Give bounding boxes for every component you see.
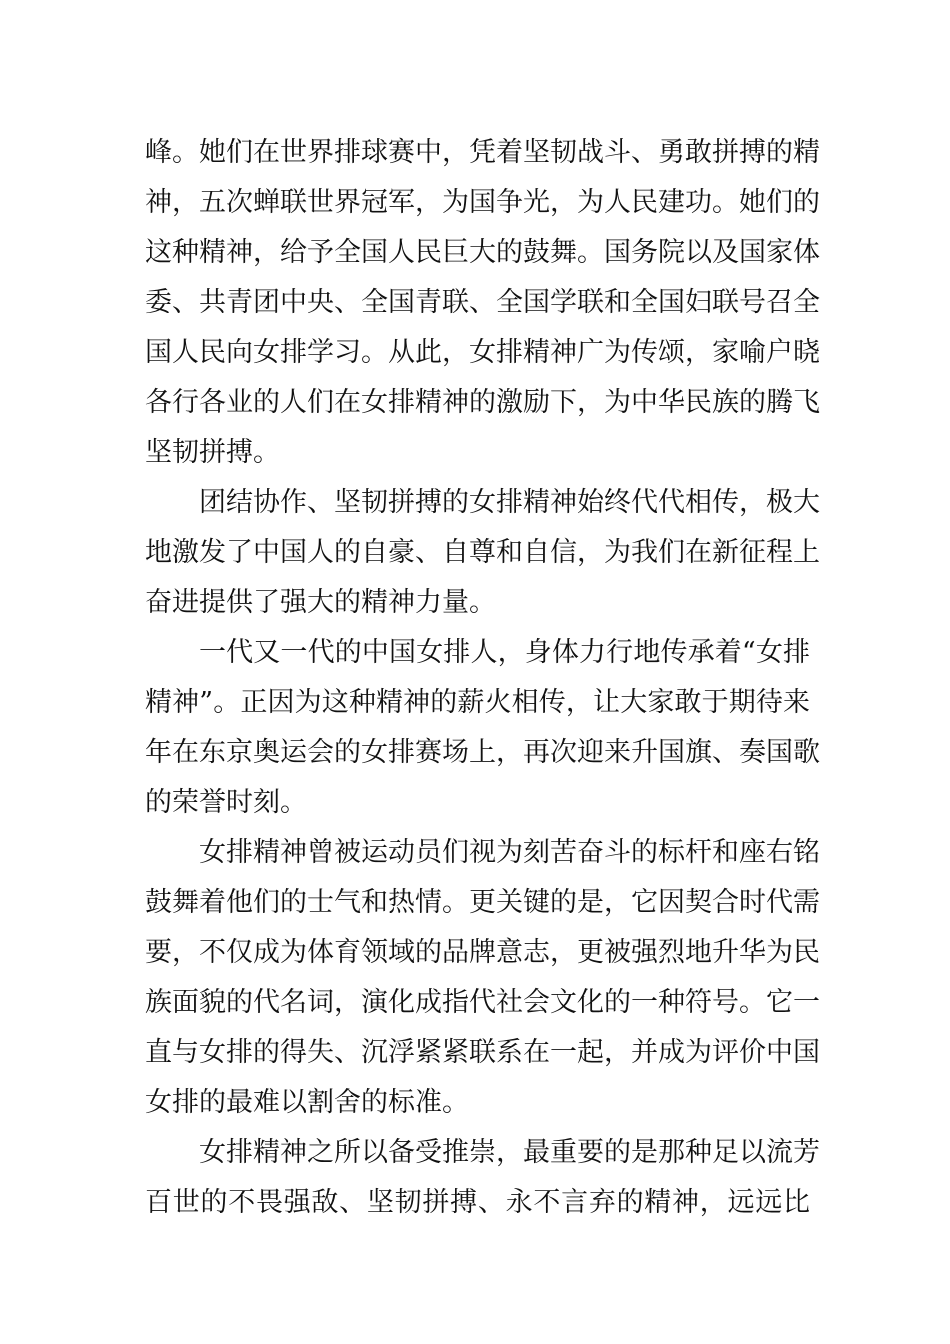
paragraph-1 [145, 128, 820, 478]
text-line: 峰。她们在世界排球赛中，凭着坚韧战斗、勇敢拼搏的精 [145, 137, 820, 168]
text-line: 坚韧拼搏。 [145, 437, 280, 468]
text-line: 女排的最难以割舍的标准。 [145, 1087, 469, 1118]
text-line: 的荣誉时刻。 [145, 787, 307, 818]
text-line: 地激发了中国人的自豪、自尊和自信，为我们在新征程上 [145, 537, 820, 568]
text-line: 女排精神曾被运动员们视为刻苦奋斗的标杆和座右铭 [199, 837, 820, 868]
text-line: 各行各业的人们在女排精神的激励下，为中华民族的腾飞 [145, 387, 820, 418]
text-line: 女排精神之所以备受推崇，最重要的是那种足以流芳 [199, 1137, 820, 1168]
text-line: 奋进提供了强大的精神力量。 [145, 587, 496, 618]
text-line: 年在东京奥运会的女排赛场上，再次迎来升国旗、奏国歌 [145, 737, 820, 768]
text-line: 鼓舞着他们的士气和热情。更关键的是，它因契合时代需 [145, 887, 820, 918]
text-line: 百世的不畏强敌、坚韧拼搏、永不言弃的精神，远远比 [145, 1187, 810, 1218]
paragraph-5 [145, 1128, 820, 1228]
text-line: 精神”。正因为这种精神的薪火相传，让大家敢于期待来 [145, 687, 810, 718]
text-line: 直与女排的得失、沉浮紧紧联系在一起，并成为评价中国 [145, 1037, 820, 1068]
paragraph-4 [145, 828, 820, 1128]
text-line: 族面貌的代名词，演化成指代社会文化的一种符号。它一 [145, 987, 820, 1018]
text-line: 委、共青团中央、全国青联、全国学联和全国妇联号召全 [145, 287, 820, 318]
body-text [145, 128, 820, 1228]
text-line: 要，不仅成为体育领域的品牌意志，更被强烈地升华为民 [145, 937, 820, 968]
text-line: 团结协作、坚韧拼搏的女排精神始终代代相传，极大 [199, 487, 820, 518]
text-line: 这种精神，给予全国人民巨大的鼓舞。国务院以及国家体 [145, 237, 820, 268]
text-line: 神，五次蝉联世界冠军，为国争光，为人民建功。她们的 [145, 187, 820, 218]
paragraph-3 [145, 628, 820, 828]
text-line: 国人民向女排学习。从此，女排精神广为传颂，家喻户晓 [145, 337, 820, 368]
text-line: 一代又一代的中国女排人，身体力行地传承着“女排 [199, 637, 810, 668]
paragraph-2 [145, 478, 820, 628]
